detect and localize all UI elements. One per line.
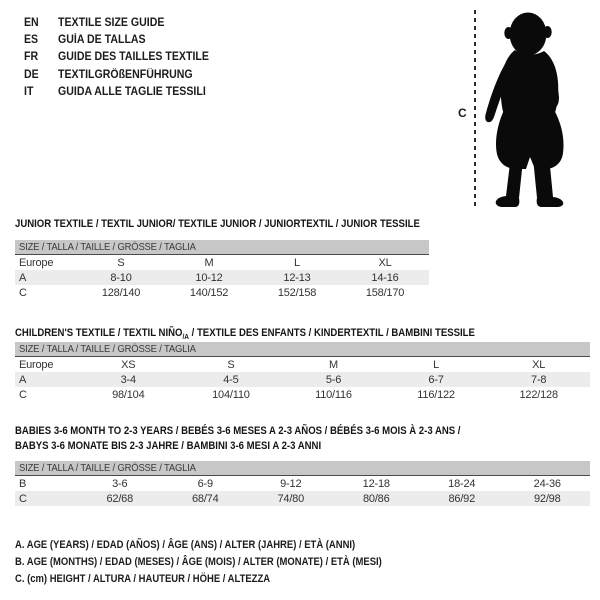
table-cell: M <box>204 256 214 269</box>
language-code: ES <box>24 34 39 47</box>
children-title-post: / TEXTILE DES ENFANTS / KINDERTEXTIL / BAMBINI TESSILE <box>188 327 475 339</box>
size-header-band <box>15 461 590 476</box>
language-code: FR <box>24 51 39 64</box>
table-cell: 128/140 <box>101 286 141 299</box>
table-cell: 62/68 <box>106 492 134 505</box>
table-cell: XL <box>532 358 546 371</box>
table-row <box>15 491 590 506</box>
row-label: B <box>19 477 27 490</box>
table-cell: L <box>294 256 300 269</box>
table-cell: S <box>117 256 125 269</box>
row-label: C <box>19 492 27 505</box>
table-row <box>15 285 429 300</box>
table-cell: 6-9 <box>197 477 213 490</box>
babies-title-line2: BABYS 3-6 MONATE BIS 2-3 JAHRE / BAMBINI 3-6 MESI A 2-3 ANNI <box>15 440 322 452</box>
language-code: IT <box>24 85 34 98</box>
table-row <box>15 387 590 402</box>
junior-table-title: JUNIOR TEXTILE / TEXTIL JUNIOR/ TEXTILE JUNIOR / JUNIORTEXTIL / JUNIOR TESSILE <box>15 218 420 230</box>
babies-size-table <box>15 461 590 506</box>
language-list <box>24 15 225 101</box>
table-cell: 5-6 <box>325 373 342 386</box>
row-label: Europe <box>19 358 54 371</box>
table-cell: 8-10 <box>110 271 132 284</box>
row-label: C <box>19 388 27 401</box>
table-cell: XS <box>121 358 136 371</box>
table-row <box>15 270 429 285</box>
row-label: A <box>19 373 27 386</box>
row-label: A <box>19 271 27 284</box>
row-label: Europe <box>19 256 54 269</box>
height-measure-label: C <box>458 106 467 120</box>
table-cell: XL <box>378 256 392 269</box>
table-cell: 158/170 <box>365 286 405 299</box>
table-cell: 4-5 <box>223 373 239 386</box>
height-measure-dashed-line <box>474 10 476 207</box>
children-title-sub: /A <box>182 332 189 342</box>
table-cell: 24-36 <box>533 477 561 490</box>
table-cell: 122/128 <box>519 388 558 401</box>
table-row <box>15 240 429 255</box>
table-cell: 18-24 <box>448 477 476 490</box>
table-cell: 6-7 <box>428 373 444 386</box>
table-row <box>15 342 590 357</box>
table-cell: 140/152 <box>189 286 229 299</box>
legend-line-a: A. AGE (YEARS) / EDAD (AÑOS) / ÂGE (ANS) / ALTER (JAHRE) / ETÀ (ANNI) <box>15 539 356 551</box>
table-cell: 9-12 <box>280 477 302 490</box>
table-cell: 14-16 <box>371 271 399 284</box>
table-cell: 152/158 <box>277 286 317 299</box>
table-row <box>15 476 590 492</box>
table-cell: 10-12 <box>195 271 223 284</box>
table-cell: 12-13 <box>283 271 311 284</box>
legend-line-c: C. (cm) HEIGHT / ALTURA / HAUTEUR / HÖHE / ALTEZZA <box>15 573 271 585</box>
table-cell: 3-4 <box>120 373 136 386</box>
table-cell: 110/116 <box>315 388 352 401</box>
children-title-pre: CHILDREN'S TEXTILE / TEXTIL NIÑO <box>15 327 183 339</box>
legend-line-b: B. AGE (MONTHS) / EDAD (MESES) / ÂGE (MOIS) / ALTER (MONATE) / ETÀ (MESI) <box>15 556 382 568</box>
language-title: TEXTILGRÖßENFÜHRUNG <box>58 68 193 81</box>
language-row-it <box>24 84 209 101</box>
table-row <box>15 461 590 476</box>
language-row-fr <box>24 49 209 66</box>
size-header-text: SIZE / TALLA / TAILLE / GRÖSSE / TAGLIA <box>19 462 196 474</box>
table-cell: S <box>227 358 235 371</box>
children-size-table <box>15 342 590 402</box>
table-cell: 68/74 <box>191 492 219 505</box>
toddler-silhouette-icon <box>481 10 573 208</box>
language-code: DE <box>24 68 39 81</box>
size-header-text: SIZE / TALLA / TAILLE / GRÖSSE / TAGLIA <box>19 241 196 253</box>
table-cell: L <box>433 358 440 371</box>
table-cell: 12-18 <box>362 477 390 490</box>
measurement-legend <box>15 537 442 588</box>
junior-size-table <box>15 240 429 300</box>
babies-table-title <box>15 424 460 454</box>
table-cell: 104/110 <box>212 388 250 401</box>
row-label: C <box>19 286 27 299</box>
table-cell: 74/80 <box>277 492 305 505</box>
language-row-de <box>24 67 209 84</box>
table-cell: 92/98 <box>533 492 561 505</box>
table-cell: 3-6 <box>112 477 128 490</box>
language-row-en <box>24 15 209 32</box>
table-cell: 86/92 <box>448 492 476 505</box>
size-header-band <box>15 240 429 255</box>
table-cell: 116/122 <box>417 388 455 401</box>
size-header-text: SIZE / TALLA / TAILLE / GRÖSSE / TAGLIA <box>19 343 196 355</box>
language-code: EN <box>24 17 39 29</box>
table-cell: 7-8 <box>531 373 547 386</box>
language-title: GUÍA DE TALLAS <box>58 34 146 47</box>
table-row <box>15 372 590 387</box>
table-row <box>15 255 429 271</box>
size-header-band <box>15 342 590 357</box>
table-row <box>15 357 590 373</box>
table-cell: 98/104 <box>112 388 145 401</box>
table-cell: 80/86 <box>362 492 390 505</box>
table-cell: M <box>329 358 338 371</box>
language-title: GUIDA ALLE TAGLIE TESSILI <box>58 85 206 98</box>
language-title: GUIDE DES TAILLES TEXTILE <box>58 51 209 64</box>
language-title: TEXTILE SIZE GUIDE <box>58 17 165 29</box>
language-row-es <box>24 32 209 49</box>
babies-title-line1: BABIES 3-6 MONTH TO 2-3 YEARS / BEBÉS 3-6 MESES A 2-3 AÑOS / BÉBÉS 3-6 MOIS À 2-3 ANS / <box>15 425 461 437</box>
